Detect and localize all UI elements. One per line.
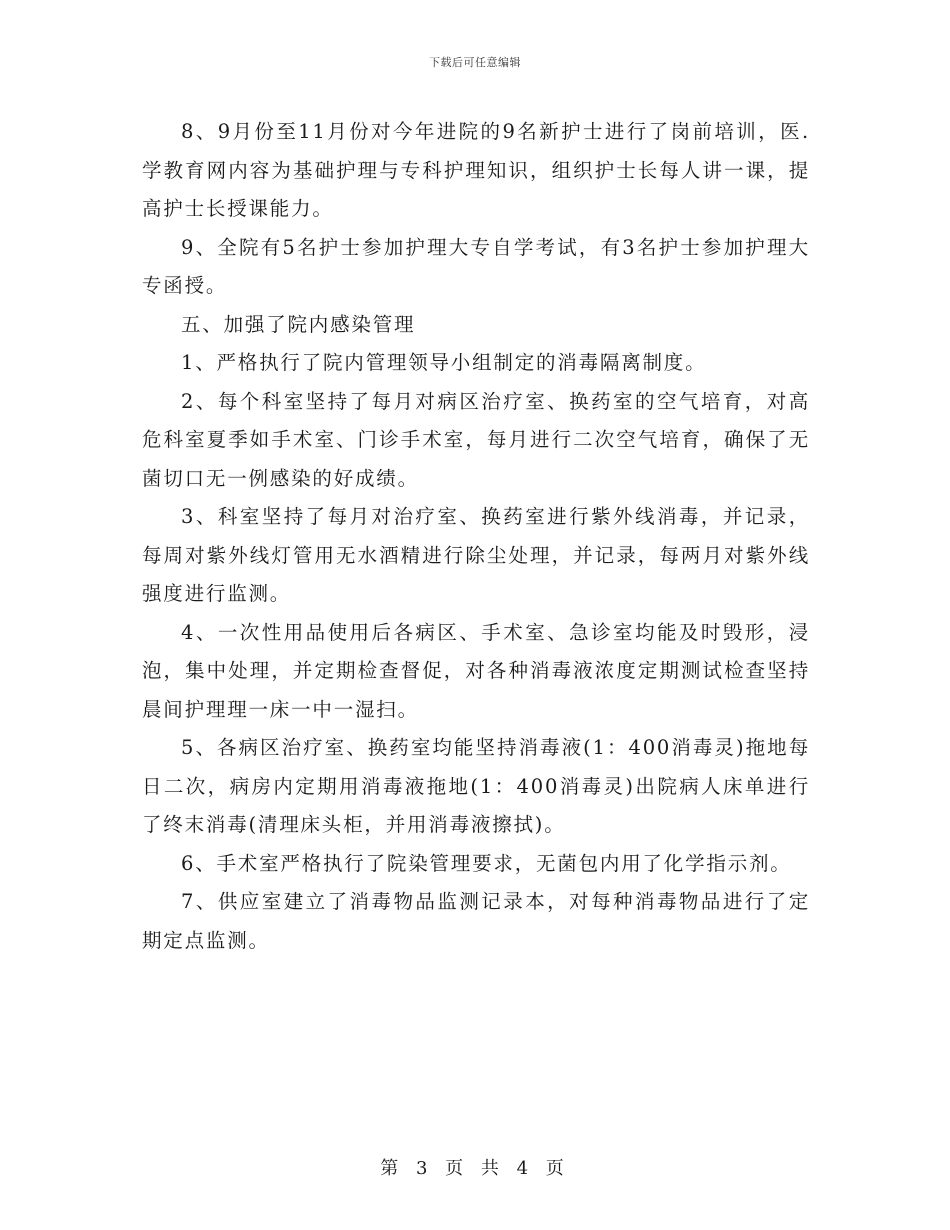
paragraph-item-6: 6、手术室严格执行了院染管理要求，无菌包内用了化学指示剂。: [181, 851, 792, 875]
paragraph-item-1: 1、严格执行了院内管理领导小组制定的消毒隔离制度。: [181, 351, 707, 374]
paragraph-item-2: 2、每个科室坚持了每月对病区治疗室、换药室的空气培育，对高危科室夏季如手术室、门诊手术室，每月进行二次空气培育，确保了无菌切口无一例感染的好成绩。: [142, 389, 810, 490]
paragraph-item-4: 4、一次性用品使用后各病区、手术室、急诊室均能及时毁形，浸泡，集中处理，并定期检查督促，对各种消毒液浓度定期测试检查坚持晨间护理理一床一中一湿扫。: [142, 620, 810, 721]
page-number-footer: 第 3 页 共 4 页: [380, 1158, 570, 1179]
section-heading-infection-control: 五、加强了院内感染管理: [181, 312, 416, 336]
paragraph-item-7: 7、供应室建立了消毒物品监测记录本，对每种消毒物品进行了定期定点监测。: [142, 890, 810, 952]
paragraph-item-3: 3、科室坚持了每月对治疗室、换药室进行紫外线消毒，并记录，每周对紫外线灯管用无水酒精进行除尘处理，并记录，每两月对紫外线强度进行监测。: [142, 505, 810, 605]
paragraph-item-9: 9、全院有5名护士参加护理大专自学考试，有3名护士参加护理大专函授。: [142, 235, 810, 297]
paragraph-item-8: 8、9月份至11月份对今年进院的9名新护士进行了岗前培训，医.学教育网内容为基础护理与专科护理知识，组织护士长每人讲一课，提高护士长授课能力。: [142, 120, 810, 220]
document-body: [142, 113, 810, 960]
paragraph-item-5: 5、各病区治疗室、换药室均能坚持消毒液(1：400消毒灵)拖地每日二次，病房内定期用消毒液拖地(1：400消毒灵)出院病人床单进行了终末消毒(清理床头柜，并用消毒液擦拭)。: [142, 736, 810, 836]
page-header: 下载后可任意编辑: [429, 56, 521, 69]
